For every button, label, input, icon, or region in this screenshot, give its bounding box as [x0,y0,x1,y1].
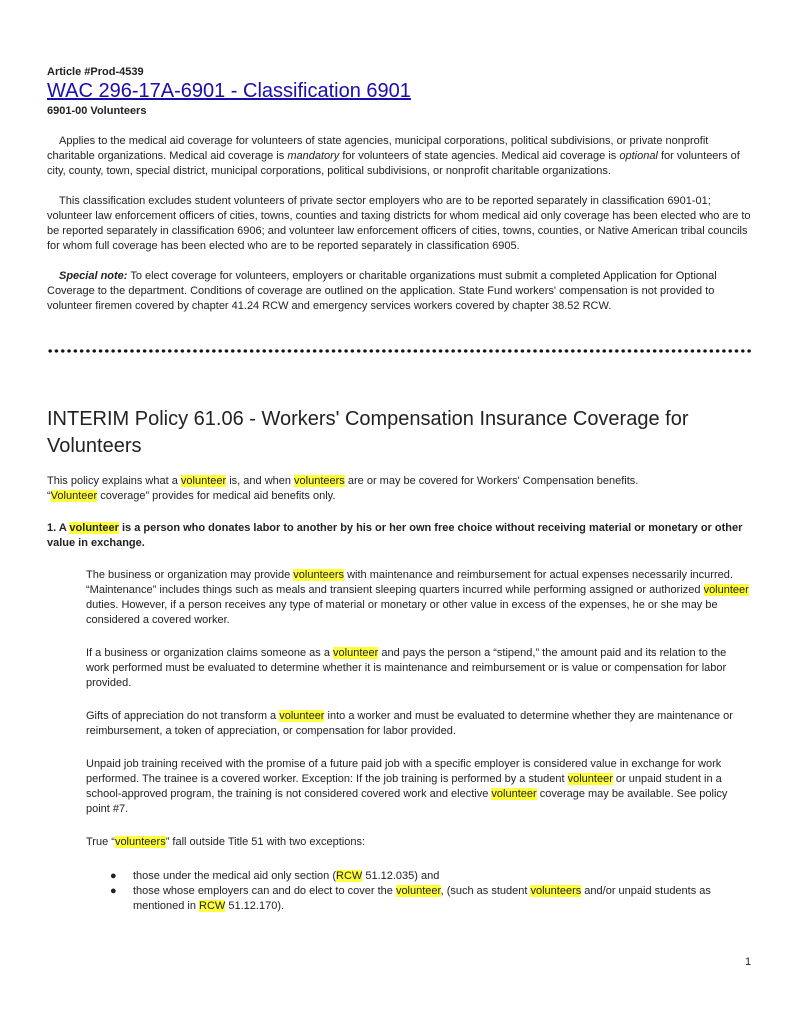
wac-special-note: Special note: To elect coverage for volunteers, employers or charitable organizations must submit a completed Application for Optional Coverage to the department. Conditions of coverage are outlined on the application. State Fund workers' compensation is not provided to volunteer firemen covered by chapter 41.24 RCW and emergency services workers covered by chapter 38.52 RCW. [47,270,717,312]
policy-title: INTERIM Policy 61.06 - Workers' Compensation Insurance Coverage for Volunteers [47,408,689,457]
highlight: volunteers [294,475,345,487]
highlight: volunteer [491,788,537,800]
highlight: RCW [336,870,363,882]
detail-paragraph-job-training: Unpaid job training received with the promise of a future paid job with a specific employer is considered value in exchange for work performed. The trainee is a covered worker. Exception: If the job training is performed by a student volunteer or unpaid student in a school-approved program, the training is not considered covered work and elective volunteer coverage may be available. See policy point #7. [86,758,728,815]
article-id: Article #Prod-4539 [47,66,144,78]
point-1-details [86,568,752,914]
policy-point-1: 1. A volunteer is a person who donates labor to another by his or her own free choice without receiving material or monetary or other value in exchange. [47,522,743,549]
bullet-icon: ● [110,870,117,882]
highlight: volunteer [279,710,325,722]
highlight: volunteer [333,647,379,659]
detail-paragraph-gifts: Gifts of appreciation do not transform a volunteer into a worker and must be evaluated to determine whether they are maintenance or reimbursement, a token of appreciation, or compensation for labor provided. [86,710,733,737]
list-item: ● those under the medical aid only section (RCW 51.12.035) and [110,870,440,882]
exceptions-list [86,869,752,914]
dotted-separator [47,348,751,354]
page-number: 1 [745,956,752,968]
policy-intro: This policy explains what a volunteer is, and when volunteers are or may be covered for Workers' Compensation benefits. “Volunteer coverage” provides for medical aid benefits only. [47,475,639,502]
detail-paragraph-maintenance: The business or organization may provide volunteers with maintenance and reimbursement for actual expenses necessarily incurred. “Maintenance” includes things such as meals and transient sleeping quarters incurred while performing assigned or authorized volunteer duties. However, if a person receives any type of material or monetary or other value in excess of the expenses, he or she may be considered a covered worker. [86,569,749,626]
wac-paragraph-2: This classification excludes student volunteers of private sector employers who are to be reported separately in classification 6901-01; volunteer law enforcement officers of cities, towns, counties and taxing districts for whom medical aid only coverage has been elected who are to be reported separately in classification 6906; and volunteer law enforcement officers of cities, towns, counties, or Native American tribal councils for whom full coverage has been elected who are to be reported separately in classification 6905. [47,195,751,252]
detail-paragraph-true-volunteers: True “volunteers” fall outside Title 51 with two exceptions: [86,836,366,848]
wac-paragraph-1: Applies to the medical aid coverage for volunteers of state agencies, municipal corporations, political subdivisions, or private nonprofit charitable organizations. Medical aid coverage is mandatory for volunteers of state agencies. Medical aid coverage is optional for volunteers of city, county, town, special district, municipal corporations, political subdivisions, or nonprofit charitable organizations. [47,135,740,177]
highlight: volunteer [567,773,613,785]
highlight: RCW [199,900,226,912]
highlight: volunteer [703,584,749,596]
highlight: volunteers [530,885,582,897]
classification-subtitle: 6901-00 Volunteers [47,105,147,117]
detail-paragraph-stipend: If a business or organization claims someone as a volunteer and pays the person a “stipend,” the amount paid and its relation to the work performed must be evaluated to determine whether it is maintenance and reimbursement or is value or compensation for labor provided. [86,647,727,689]
highlight: volunteer [69,522,119,534]
highlight: volunteers [293,569,345,581]
highlight: Volunteer [50,490,98,502]
bullet-icon: ● [110,885,117,897]
list-item: ● those whose employers can and do elect to cover the volunteer, (such as student volunteers and/or unpaid students as mentioned in RCW 51.12.170). [110,885,711,912]
document-page [47,66,753,914]
highlight: volunteers [114,836,166,848]
wac-classification-link[interactable]: WAC 296-17A-6901 - Classification 6901 [47,80,411,102]
highlight: volunteer [180,475,227,487]
highlight: volunteer [395,885,441,897]
